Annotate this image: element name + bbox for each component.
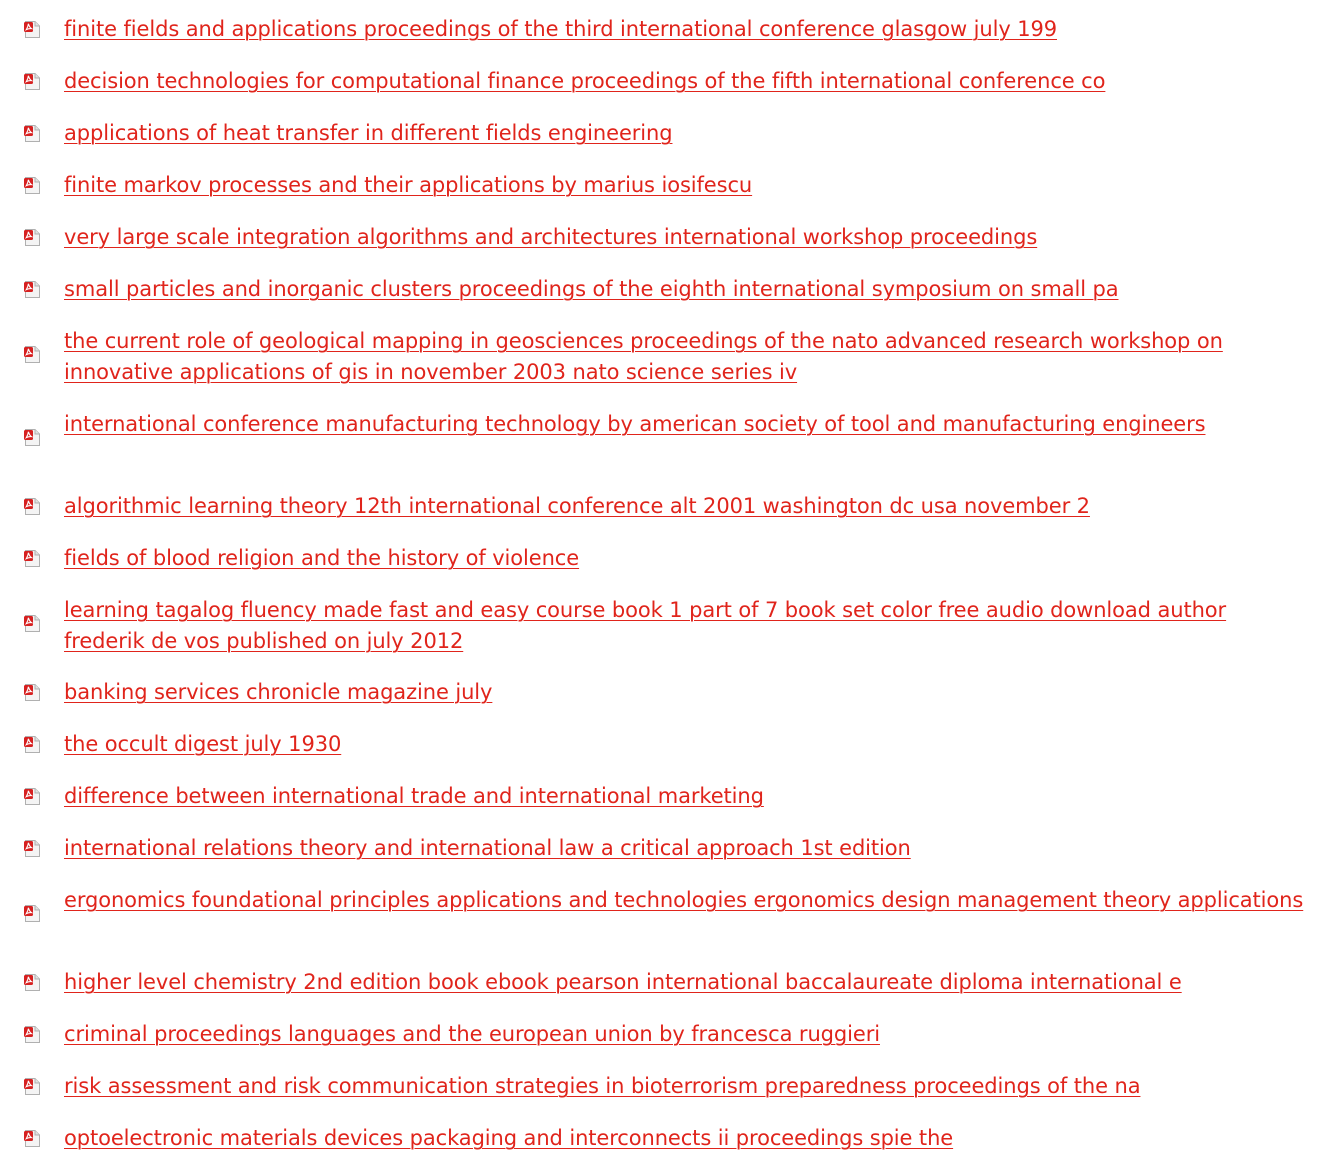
list-item	[0, 14, 1325, 45]
document-link[interactable]: decision technologies for computational finance proceedings of the fifth international conference co	[64, 69, 1106, 93]
document-link[interactable]: very large scale integration algorithms and architectures international workshop proceedings	[64, 225, 1038, 249]
document-link[interactable]: difference between international trade and international marketing	[64, 784, 764, 808]
list-item	[0, 1123, 1325, 1151]
pdf-file-icon[interactable]	[24, 21, 40, 38]
list-item	[0, 885, 1325, 947]
list-item	[0, 170, 1325, 201]
document-link[interactable]: small particles and inorganic clusters proceedings of the eighth international symposium on small pa	[64, 277, 1119, 301]
pdf-file-icon[interactable]	[24, 1130, 40, 1147]
document-link[interactable]: the occult digest july 1930	[64, 732, 342, 756]
list-item	[0, 729, 1325, 760]
list-item	[0, 833, 1325, 864]
document-link[interactable]: applications of heat transfer in different fields engineering	[64, 121, 673, 145]
document-link[interactable]: fields of blood religion and the history of violence	[64, 546, 580, 570]
list-item	[0, 1019, 1325, 1050]
document-link[interactable]: banking services chronicle magazine july	[64, 680, 493, 704]
pdf-file-icon[interactable]	[24, 498, 40, 515]
document-link[interactable]: international conference manufacturing technology by american society of tool and manufacturing engineers	[64, 412, 1206, 436]
pdf-file-icon[interactable]	[24, 788, 40, 805]
pdf-file-icon[interactable]	[24, 840, 40, 857]
list-item	[0, 118, 1325, 149]
document-link[interactable]: optoelectronic materials devices packaging and interconnects ii proceedings spie the	[64, 1126, 954, 1150]
pdf-file-icon[interactable]	[24, 177, 40, 194]
pdf-file-icon[interactable]	[24, 229, 40, 246]
list-item	[0, 967, 1325, 998]
document-link[interactable]: learning tagalog fluency made fast and easy course book 1 part of 7 book set color free audio download author frederik de vos published on july 2012	[64, 598, 1227, 653]
list-item	[0, 543, 1325, 574]
pdf-file-icon[interactable]	[24, 346, 40, 363]
pdf-file-icon[interactable]	[24, 125, 40, 142]
pdf-file-icon[interactable]	[24, 1026, 40, 1043]
list-item	[0, 491, 1325, 522]
document-link[interactable]: international relations theory and international law a critical approach 1st edition	[64, 836, 911, 860]
document-link[interactable]: criminal proceedings languages and the european union by francesca ruggieri	[64, 1022, 880, 1046]
document-link[interactable]: the current role of geological mapping in geosciences proceedings of the nato advanced research workshop on innovative applications of gis in november 2003 nato science series iv	[64, 329, 1223, 384]
list-item	[0, 274, 1325, 305]
pdf-file-icon[interactable]	[24, 429, 40, 446]
list-item	[0, 781, 1325, 812]
document-link[interactable]: finite fields and applications proceedings of the third international conference glasgow july 199	[64, 17, 1057, 41]
pdf-file-icon[interactable]	[24, 684, 40, 701]
pdf-file-icon[interactable]	[24, 281, 40, 298]
pdf-file-icon[interactable]	[24, 1078, 40, 1095]
list-item	[0, 677, 1325, 708]
list-item	[0, 222, 1325, 253]
pdf-file-icon[interactable]	[24, 615, 40, 632]
list-item	[0, 409, 1325, 471]
document-link[interactable]: higher level chemistry 2nd edition book ebook pearson international baccalaureate diploma international e	[64, 970, 1182, 994]
list-item	[0, 595, 1325, 657]
pdf-file-icon[interactable]	[24, 736, 40, 753]
pdf-file-icon[interactable]	[24, 974, 40, 991]
document-link[interactable]: finite markov processes and their applications by marius iosifescu	[64, 173, 753, 197]
document-link[interactable]: risk assessment and risk communication strategies in bioterrorism preparedness proceedings of the na	[64, 1074, 1141, 1098]
pdf-file-icon[interactable]	[24, 905, 40, 922]
document-link[interactable]: ergonomics foundational principles applications and technologies ergonomics design management theory applications	[64, 888, 1304, 912]
list-item	[0, 326, 1325, 388]
pdf-file-icon[interactable]	[24, 73, 40, 90]
pdf-file-icon[interactable]	[24, 550, 40, 567]
list-item	[0, 66, 1325, 97]
list-item	[0, 1071, 1325, 1102]
document-link[interactable]: algorithmic learning theory 12th international conference alt 2001 washington dc usa november 2	[64, 494, 1090, 518]
